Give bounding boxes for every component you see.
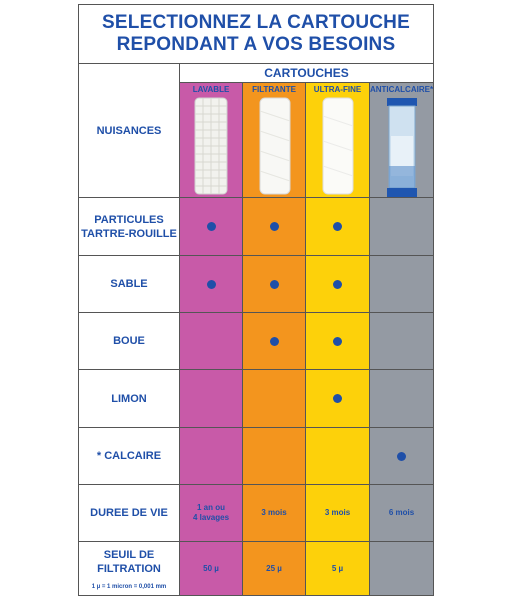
mark-dot [333, 337, 342, 346]
nuisances-label: NUISANCES [96, 124, 162, 137]
row-label-line: PARTICULES [94, 213, 164, 226]
row-label-line: SEUIL DE [103, 549, 155, 561]
seuil-value-filtrante: 25 µ [266, 563, 282, 573]
mark-dot [270, 222, 279, 231]
page-title [79, 5, 433, 63]
duree-value-anticalcaire: 6 mois [388, 508, 415, 517]
cartouches-label: CARTOUCHES [264, 66, 349, 80]
divider [180, 82, 433, 83]
row-label-line: TARTRE-ROUILLE [81, 227, 177, 240]
cartridge-ultra-fine-image [320, 96, 356, 196]
title-line-1: SELECTIONNEZ LA CARTOUCHE [102, 12, 410, 33]
row-label-seuil [79, 542, 179, 582]
row-label-particules [79, 198, 179, 255]
row-label-limon: LIMON [111, 392, 147, 405]
mark-dot [333, 280, 342, 289]
cartridge-lavable-image [192, 96, 230, 196]
seuil-value-lavable: 50 µ [203, 563, 219, 573]
duree-value-filtrante: 3 mois [261, 508, 287, 517]
mark-dot [207, 280, 216, 289]
duree-value-lavable: 1 an ou 4 lavages [192, 503, 230, 522]
row-label-duree: DUREE DE VIE [90, 507, 168, 519]
row-label-line: FILTRATION [97, 563, 161, 575]
header-filtrante: FILTRANTE [252, 85, 296, 94]
seuil-value-ultra-fine: 5 µ [331, 563, 344, 573]
mark-dot [270, 280, 279, 289]
row-label-calcaire: * CALCAIRE [96, 450, 162, 462]
cartridge-filtrante-image [257, 96, 293, 196]
cartridge-anticalcaire-image [385, 96, 419, 200]
duree-value-ultra-fine: 3 mois [324, 508, 351, 517]
micron-note: 1 µ = 1 micron = 0,001 mm [91, 584, 167, 590]
title-line-2: REPONDANT A VOS BESOINS [116, 34, 396, 55]
seuil-value-anticalcaire [370, 542, 433, 595]
row-label-boue: BOUE [113, 335, 145, 347]
row-label-sable: SABLE [110, 278, 148, 290]
header-anticalcaire: ANTICALCAIRE* [369, 85, 434, 94]
header-lavable: LAVABLE [192, 85, 230, 94]
mark-dot [333, 222, 342, 231]
header-ultra-fine: ULTRA-FINE [313, 85, 362, 94]
mark-dot [333, 394, 342, 403]
mark-dot [207, 222, 216, 231]
mark-dot [397, 452, 406, 461]
mark-dot [270, 337, 279, 346]
